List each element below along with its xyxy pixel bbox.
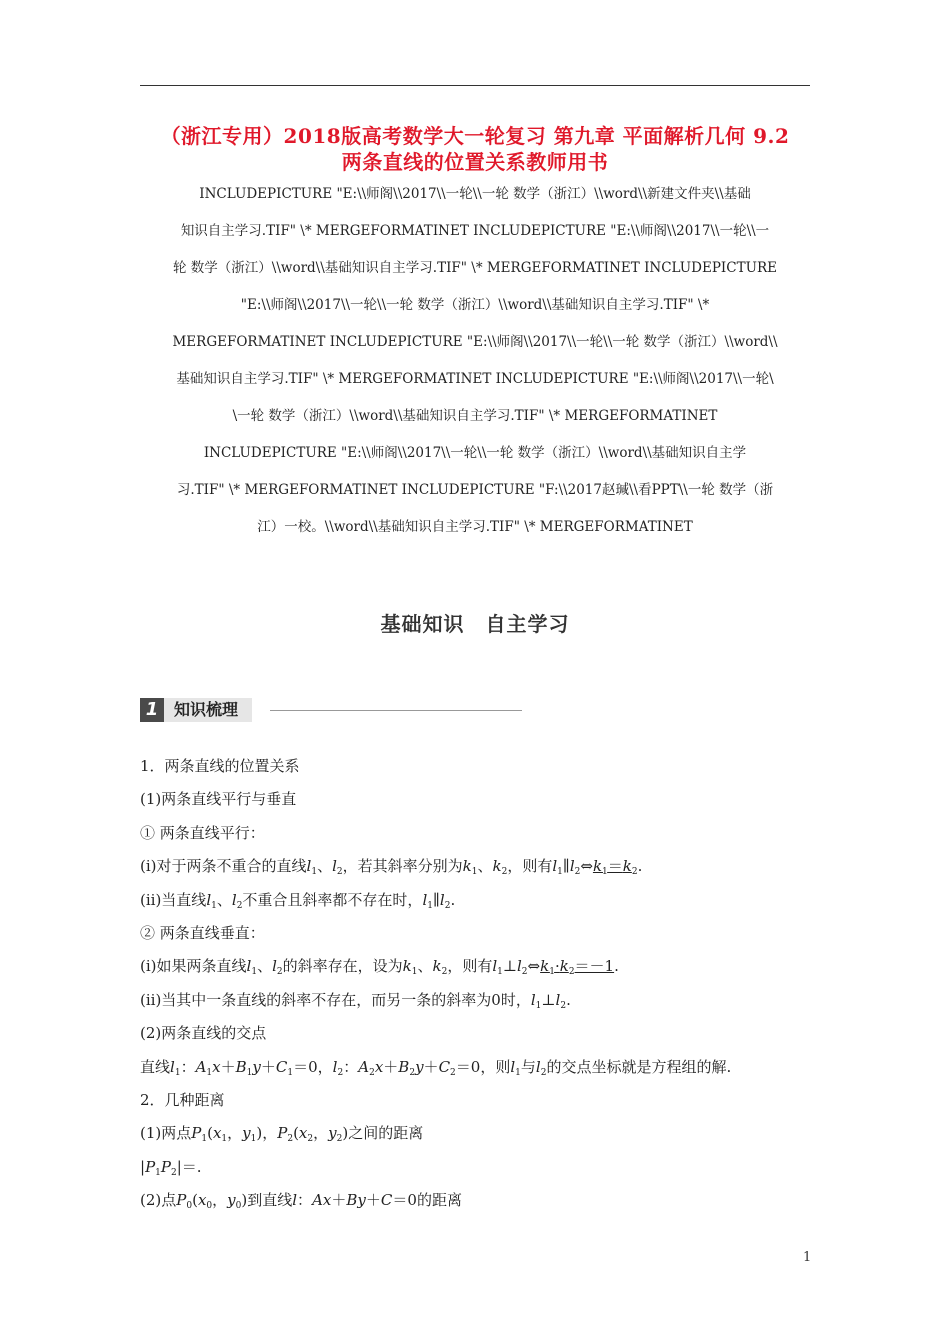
include-line: 江）一校。\\word\\基础知识自主学习.TIF" \* MERGEFORMATINET: [257, 519, 693, 535]
content-line: (ⅰ)对于两条不重合的直线$l_1$、$l_2$，若其斜率分别为$k_1$、$k_2$，则有$l_1\parallel l_2\Leftrightarrow k_1=k_2$.: [140, 857, 643, 878]
include-line: MERGEFORMATINET INCLUDEPICTURE "E:\\师阁\\2017\\一轮\\一轮 数学（浙江）\\word\\: [172, 334, 778, 350]
content-line: $|P_1P_2|=$.: [140, 1157, 202, 1178]
content-line: ② 两条直线垂直：: [140, 923, 265, 942]
include-line: INCLUDEPICTURE "E:\\师阁\\2017\\一轮\\一轮 数学（浙江）\\word\\新建文件夹\\基础: [199, 186, 751, 202]
document-title: [140, 123, 810, 175]
page-number: 1: [803, 1250, 812, 1265]
include-line: 知识自主学习.TIF" \* MERGEFORMATINET INCLUDEPICTURE "E:\\师阁\\2017\\一轮\\一: [180, 223, 770, 239]
content-line: (2)点$P_0(x_0$，$y_0$)到直线l：Ax＋By＋C＝0的距离: [140, 1191, 462, 1212]
content-line: (ⅱ)当直线$l_1$、$l_2$不重合且斜率都不存在时，$l_1\parallel l_2$.: [140, 890, 456, 911]
title-line-2: 两条直线的位置关系教师用书: [341, 150, 609, 174]
content-line: 直线$l_1$：$A_1x+B_1y+C_1=0$，$l_2$：$A_2x+B_2y+C_2=0$，则$l_1$与$l_2$的交点坐标就是方程组的解.: [140, 1057, 732, 1078]
content-line: 1．两条直线的位置关系: [140, 757, 300, 775]
include-line: 基础知识自主学习.TIF" \* MERGEFORMATINET INCLUDEPICTURE "E:\\师阁\\2017\\一轮\: [176, 371, 774, 387]
badge-label: 知识梳理: [164, 698, 252, 722]
knowledge-badge: [140, 698, 522, 724]
content-line: 2．几种距离: [140, 1090, 225, 1109]
section-heading: 基础知识 自主学习: [380, 612, 570, 636]
include-line: 习.TIF" \* MERGEFORMATINET INCLUDEPICTURE "F:\\2017赵瑊\\看PPT\\一轮 数学（浙: [176, 482, 774, 498]
content-line: ① 两条直线平行：: [140, 823, 265, 842]
include-line: INCLUDEPICTURE "E:\\师阁\\2017\\一轮\\一轮 数学（浙江）\\word\\基础知识自主学: [203, 445, 747, 461]
body-content: [140, 750, 820, 1217]
title-line-1: （浙江专用）2018版高考数学大一轮复习 第九章 平面解析几何 9.2: [160, 124, 790, 148]
include-line: \一轮 数学（浙江）\\word\\基础知识自主学习.TIF" \* MERGEFORMATINET: [232, 408, 718, 424]
badge-rule: [270, 710, 522, 711]
badge-number: 1: [140, 698, 164, 722]
content-line: (2)两条直线的交点: [140, 1024, 267, 1043]
includepicture-field-codes: [140, 176, 810, 546]
answer-blank: $k_1\cdot k_2=-1$: [540, 957, 615, 978]
include-line: "E:\\师阁\\2017\\一轮\\一轮 数学（浙江）\\word\\基础知识自主学习.TIF" \*: [240, 297, 710, 313]
content-line: (1)两条直线平行与垂直: [140, 790, 297, 809]
content-line: (ⅱ)当其中一条直线的斜率不存在，而另一条的斜率为0时，$l_1\perp l_2$.: [140, 990, 571, 1011]
include-line: 轮 数学（浙江）\\word\\基础知识自主学习.TIF" \* MERGEFORMATINET INCLUDEPICTURE: [173, 260, 777, 276]
header-rule: [140, 85, 810, 86]
content-line: (ⅰ)如果两条直线$l_1$、$l_2$的斜率存在，设为$k_1$、$k_2$，则有$l_1\perp l_2\Leftrightarrow k_1\cdot k_2=-1$.: [140, 957, 619, 978]
answer-blank: $k_1=k_2$: [592, 857, 638, 878]
content-line: (1)两点$P_1(x_1$，$y_1$)，$P_2(x_2$，$y_2$)之间的距离: [140, 1124, 424, 1145]
